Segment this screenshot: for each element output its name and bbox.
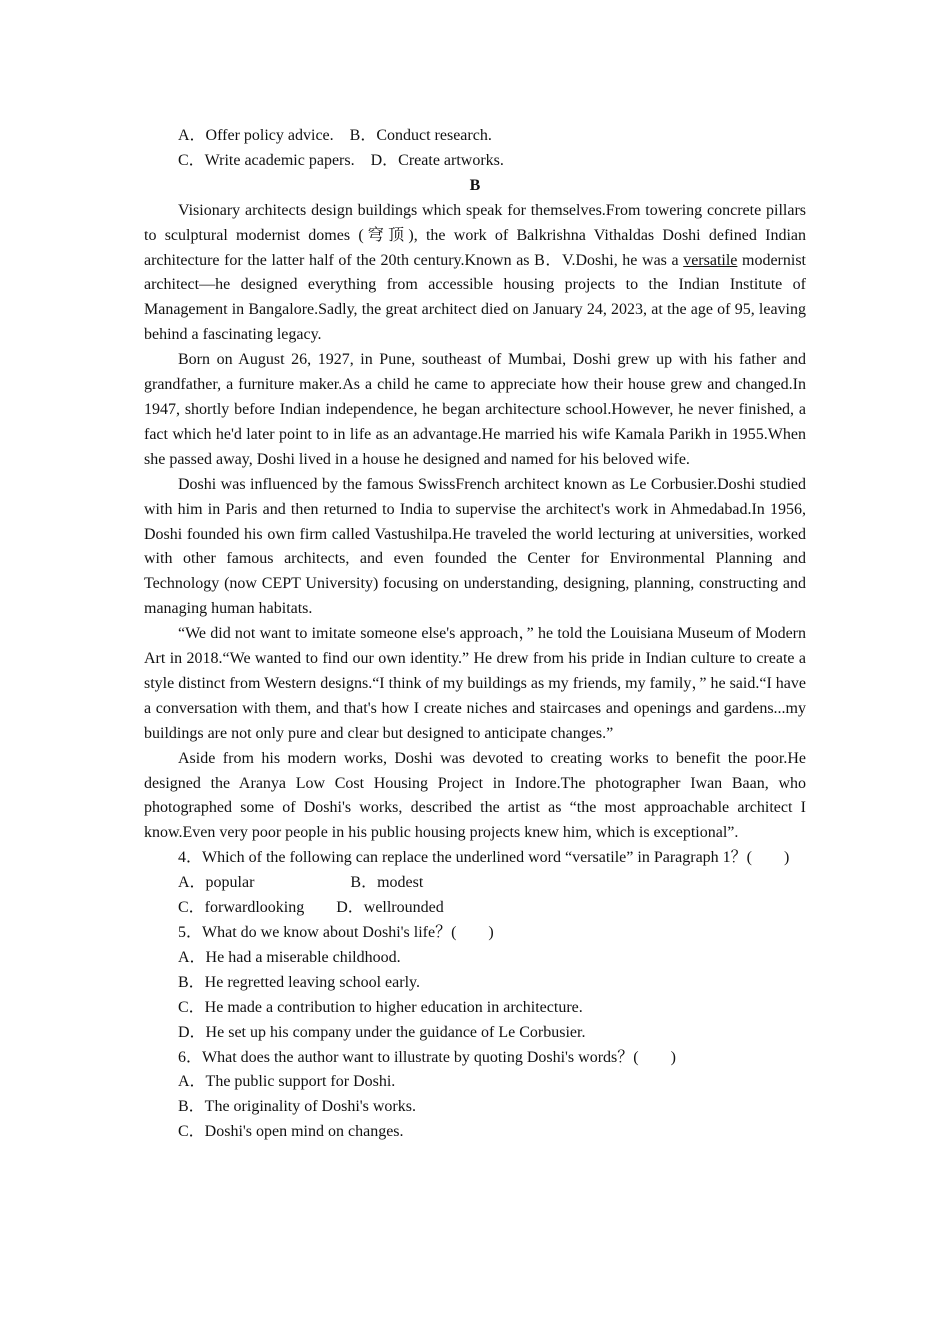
question-6-option-b: B．The originality of Doshi's works.: [178, 1098, 416, 1116]
question-4-options-ab: A．popular B．modest: [178, 874, 424, 892]
underlined-word: versatile: [683, 251, 738, 269]
passage-paragraph-3: Doshi was influenced by the famous SwissFrench architect known as Le Corbusier.Doshi studied with him in Paris and then returned to India to supervise the architect's work in Ahmedabad.In 1956, Doshi founded his own firm called Vastushilpa.He traveled the world lecturing at universities, worked with other famous architects, and even founded the Center for Environmental Planning and Technology (now CEPT University) focusing on understanding, designing, planning, constructing and managing human habitats.: [144, 475, 806, 618]
question-6-stem: 6．What does the author want to illustrate by quoting Doshi's words？( ): [178, 1048, 676, 1066]
question-5-option-d: D．He set up his company under the guidance of Le Corbusier.: [178, 1023, 586, 1041]
prev-question-options-ab: A．Offer policy advice. B．Conduct research.: [178, 127, 492, 144]
question-5-option-c: C．He made a contribution to higher education in architecture.: [178, 998, 583, 1016]
question-5-option-a: A．He had a miserable childhood.: [178, 948, 401, 966]
question-4-options-cd: C．forwardlooking D．wellrounded: [178, 899, 444, 917]
passage-paragraph-4: “We did not want to imitate someone else's approach，” he told the Louisiana Museum of Modern Art in 2018.“We wanted to find our own identity.” He drew from his pride in Indian culture to create a style distinct from Western designs.“I think of my buildings as my friends, my family，” he said.“I have a conversation with them, and that's how I create niches and staircases and openings and gardens...my buildings are not only pure and clear but designed to anticipate changes.”: [144, 625, 806, 742]
passage-paragraph-1: Visionary architects design buildings which speak for themselves.From towering concrete pillars to sculptural modernist domes (穹顶), the work of Balkrishna Vithaldas Doshi defined Indian architecture for the latter half of the 20th century.Known as B．V.Doshi, he was a versatile modernist architect—he designed everything from accessible housing projects to the Indian Institute of Management in Bangalore.Sadly, the great architect died on January 24, 2023, at the age of 95, leaving behind a fascinating legacy.: [144, 201, 806, 344]
question-4-stem: 4．Which of the following can replace the underlined word “versatile” in Paragraph 1？( ): [178, 849, 790, 867]
passage-paragraph-2: Born on August 26, 1927, in Pune, southeast of Mumbai, Doshi grew up with his father and grandfather, a furniture maker.As a child he came to appreciate how their house grew and changed.In 1947, shortly before Indian independence, he began architecture school.However, he never finished, a fact which he'd later point to in life as an advantage.He married his wife Kamala Parikh in 1955.When she passed away, Doshi lived in a house he designed and named for his beloved wife.: [144, 351, 806, 468]
question-5-option-b: B．He regretted leaving school early.: [178, 973, 420, 991]
question-6-option-a: A．The public support for Doshi.: [178, 1073, 396, 1091]
prev-question-options-cd: C．Write academic papers. D．Create artworks.: [178, 151, 504, 169]
section-label: B: [469, 176, 481, 194]
document-page: [144, 124, 806, 1145]
passage-paragraph-5: Aside from his modern works, Doshi was devoted to creating works to benefit the poor.He designed the Aranya Low Cost Housing Project in Indore.The photographer Iwan Baan, who photographed some of Doshi's works, described the artist as “the most approachable architect I know.Even very poor people in his public housing projects knew him, which is exceptional”.: [144, 749, 806, 842]
question-6-option-c: C．Doshi's open mind on changes.: [178, 1123, 404, 1141]
question-5-stem: 5．What do we know about Doshi's life？( ): [178, 924, 494, 941]
